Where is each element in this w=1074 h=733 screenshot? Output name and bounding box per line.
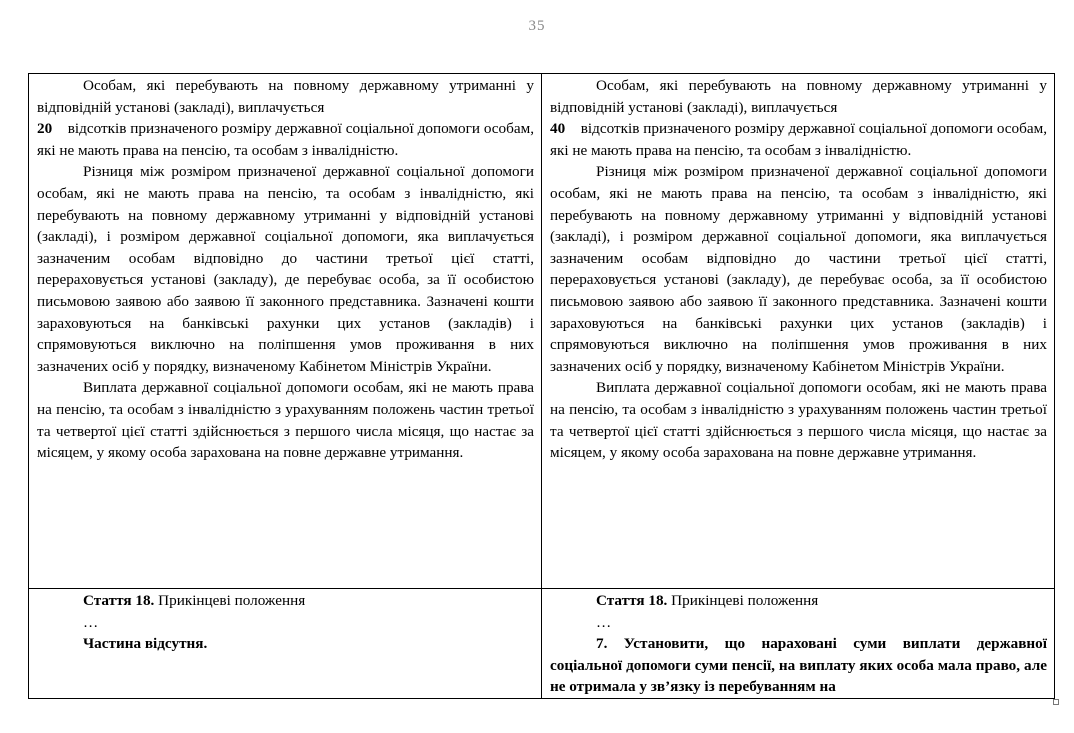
right-paragraph-3: Виплата державної соціальної допомоги особам, які не мають права на пенсію, та особам з інвалідністю з урахуванням положень частин третьої та четвертої цієї статті здійснюється з першого числа місяця, що настає за місяцем, у якому особа зарахована на повне державне утримання. — [550, 379, 1047, 462]
right-article-cell — [542, 589, 1055, 699]
table-row — [29, 74, 1055, 589]
resize-handle[interactable] — [1053, 699, 1059, 705]
right-percent: 40 — [550, 120, 566, 138]
page-number: 35 — [528, 18, 546, 34]
right-new-text: 7. Установити, що нараховані суми виплати державної соціальної допомоги суми пенсії, на виплату яких особа мала право, але не отримала у зв’язку із перебуванням на — [550, 635, 1047, 696]
right-article-title: Прикінцеві положення — [671, 592, 819, 609]
right-ellipsis: … — [596, 613, 612, 631]
left-paragraph-3: Виплата державної соціальної допомоги особам, які не мають права на пенсію, та особам з інвалідністю з урахуванням положень частин третьої та четвертої цієї статті здійснюється з першого числа місяця, що настає за місяцем, у якому особа зарахована на повне державне утримання. — [37, 379, 534, 462]
left-p1-post: відсотків призначеного розміру державної соціальної допомоги особам, які не мають права на пенсію, та особам з інвалідністю. — [37, 120, 535, 159]
left-article-heading — [37, 590, 534, 612]
left-ellipsis: … — [83, 613, 99, 631]
left-paragraph-2: Різниця між розміром призначеної державної соціальної допомоги особам, які не мають права на пенсію, та особам з інвалідністю, які перебувають на повному державному утриманні у відповідній установі (закладі), і розміром державної соціальної допомоги, яка виплачується зазначеним особам відповідно до частини третьої цієї статті, перераховується установі (закладу), де перебуває особа, за її особистою письмовою заявою або заявою її законного представника. Зазначені кошти зараховуються на банківські рахунки цих установ (закладів) і спрямовуються виключно на поліпшення умов проживання в них зазначених осіб у порядку, визначеному Кабінетом Міністрів України. — [37, 163, 534, 375]
left-missing-part: Частина відсутня. — [83, 635, 208, 653]
right-text-cell — [542, 74, 1055, 589]
left-article-label: Стаття 18. — [83, 592, 155, 609]
left-p1-pre: Особам, які перебувають на повному державному утриманні у відповідній установі (закладі), виплачується — [37, 77, 534, 116]
table-row — [29, 589, 1055, 699]
left-paragraph-1 — [37, 75, 534, 161]
right-paragraph-2: Різниця між розміром призначеної державної соціальної допомоги особам, які не мають права на пенсію, та особам з інвалідністю, які перебувають на повному державному утриманні у відповідній установі (закладі), і розміром державної соціальної допомоги, яка виплачується зазначеним особам відповідно до частини третьої цієї статті, перераховується установі (закладу), де перебуває особа, за її особистою письмовою заявою або заявою її законного представника. Зазначені кошти зараховуються на банківські рахунки цих установ (закладів) і спрямовуються виключно на поліпшення умов проживання в них зазначених осіб у порядку, визначеному Кабінетом Міністрів України. — [550, 163, 1047, 375]
left-article-cell — [29, 589, 542, 699]
right-paragraph-1 — [550, 75, 1047, 161]
left-percent: 20 — [37, 120, 53, 138]
left-text-cell — [29, 74, 542, 589]
right-article-heading — [550, 590, 1047, 612]
comparison-table — [28, 73, 1055, 699]
right-p1-pre: Особам, які перебувають на повному державному утриманні у відповідній установі (закладі), виплачується — [550, 77, 1047, 116]
right-p1-post: відсотків призначеного розміру державної соціальної допомоги особам, які не мають права на пенсію, та особам з інвалідністю. — [550, 120, 1048, 159]
left-article-title: Прикінцеві положення — [158, 592, 306, 609]
right-article-label: Стаття 18. — [596, 592, 668, 609]
